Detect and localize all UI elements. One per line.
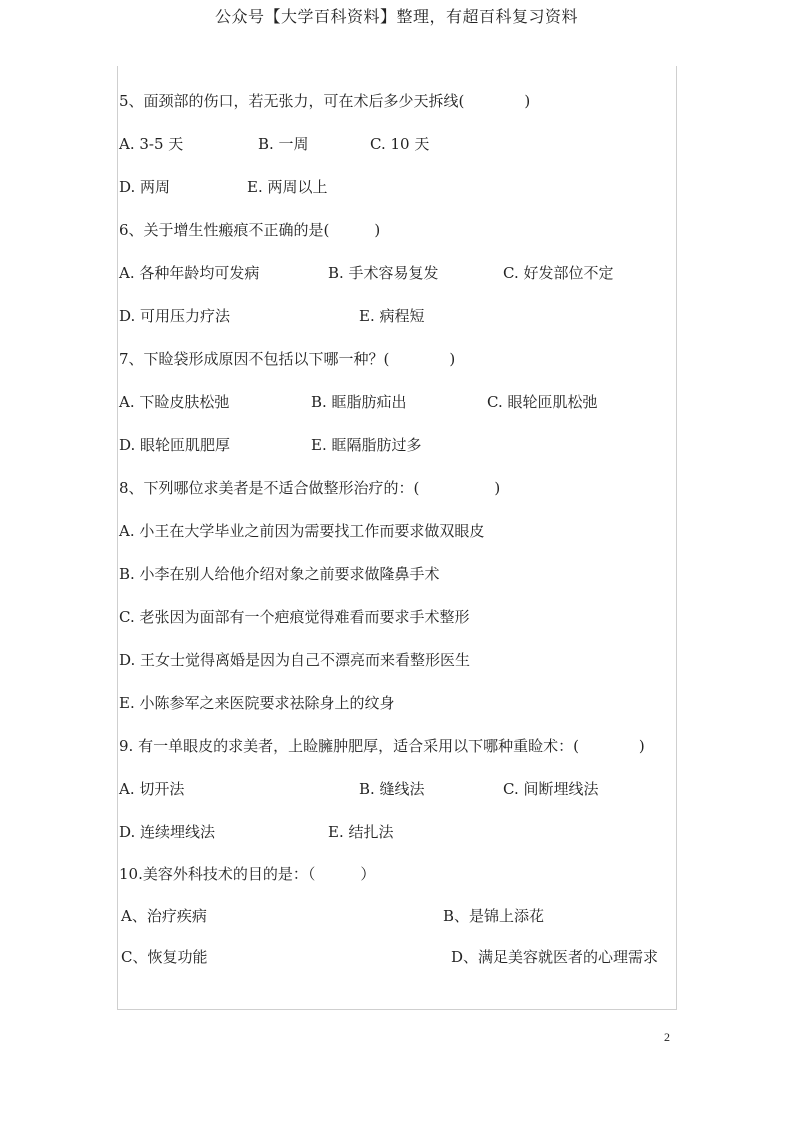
q5-option-a: A. 3-5 天 [119, 135, 184, 153]
q7-option-e: E. 眶隔脂肪过多 [311, 436, 422, 454]
q8-option-a: A. 小王在大学毕业之前因为需要找工作而要求做双眼皮 [119, 522, 485, 540]
q6-option-d: D. 可用压力疗法 [119, 307, 231, 325]
q7-option-d: D. 眼轮匝肌肥厚 [119, 436, 231, 454]
q9-option-e: E. 结扎法 [328, 823, 394, 841]
q6-option-c: C. 好发部位不定 [503, 264, 614, 282]
question-8-stem: 8、下列哪位求美者是不适合做整形治疗的：( ) [119, 479, 501, 497]
question-6-stem: 6、关于增生性瘢痕不正确的是( ) [119, 221, 381, 239]
question-9-stem: 9. 有一单眼皮的求美者，上睑臃肿肥厚，适合采用以下哪种重睑术：( ) [119, 737, 645, 755]
q8-option-d: D. 王女士觉得离婚是因为自己不漂亮而来看整形医生 [119, 651, 471, 669]
q9-option-b: B. 缝线法 [359, 780, 425, 798]
question-7-stem: 7、下睑袋形成原因不包括以下哪一种？( ) [119, 350, 456, 368]
q5-option-c: C. 10 天 [370, 135, 430, 153]
q8-option-e: E. 小陈参军之来医院要求祛除身上的纹身 [119, 694, 395, 712]
q6-option-b: B. 手术容易复发 [328, 264, 439, 282]
q7-option-c: C. 眼轮匝肌松弛 [487, 393, 598, 411]
q10-option-b: B、是锦上添花 [443, 907, 545, 925]
page-header: 公众号【大学百科资料】整理，有超百科复习资料 [214, 7, 578, 26]
q9-option-c: C. 间断埋线法 [503, 780, 599, 798]
q7-option-a: A. 下睑皮肤松弛 [119, 393, 230, 411]
q5-option-d: D. 两周 [119, 178, 171, 196]
question-10-stem: 10.美容外科技术的目的是：（ ） [119, 865, 376, 883]
q10-option-c: C、恢复功能 [121, 948, 208, 966]
q6-option-a: A. 各种年龄均可发病 [119, 264, 260, 282]
q9-option-d: D. 连续埋线法 [119, 823, 216, 841]
q7-option-b: B. 眶脂肪疝出 [311, 393, 407, 411]
question-5-stem: 5、面颈部的伤口，若无张力，可在术后多少天拆线( ) [119, 92, 531, 110]
q10-option-a: A、治疗疾病 [121, 907, 207, 925]
q9-option-a: A. 切开法 [119, 780, 185, 798]
q10-option-d: D、满足美容就医者的心理需求 [451, 948, 659, 966]
page-number: 2 [664, 1030, 670, 1044]
q5-option-b: B. 一周 [258, 135, 309, 153]
q8-option-c: C. 老张因为面部有一个疤痕觉得难看而要求手术整形 [119, 608, 470, 626]
q6-option-e: E. 病程短 [359, 307, 425, 325]
q5-option-e: E. 两周以上 [247, 178, 328, 196]
q8-option-b: B. 小李在别人给他介绍对象之前要求做隆鼻手术 [119, 565, 440, 583]
